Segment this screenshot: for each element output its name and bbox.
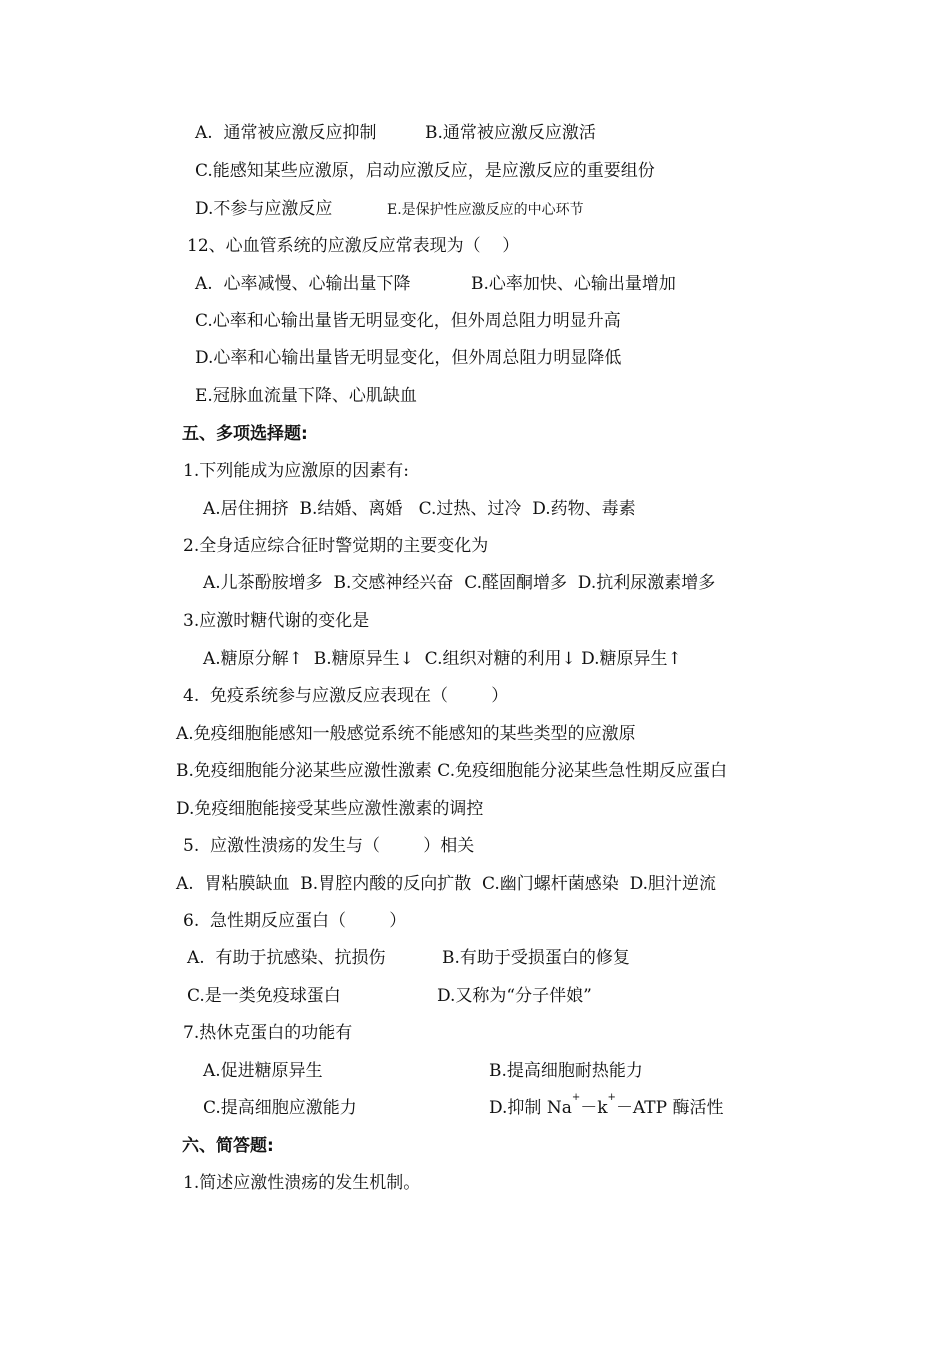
q12-option-b: B.心率加快、心输出量增加 bbox=[471, 274, 676, 294]
mc-question-3-options: A.糖原分解↑ B.糖原异生↓ C.组织对糖的利用↓ D.糖原异生↑ bbox=[203, 649, 682, 669]
mc-question-6-option-a: A. 有助于抗感染、抗损伤 bbox=[187, 948, 386, 968]
option-d-text: D.抑制 Na bbox=[489, 1098, 572, 1118]
mc-question-7-option-c: C.提高细胞应激能力 bbox=[203, 1098, 357, 1118]
mc-question-4-option-d: D.免疫细胞能接受某些应激性激素的调控 bbox=[176, 799, 484, 819]
mc-question-4: 4. 免疫系统参与应激反应表现在（ ） bbox=[183, 686, 509, 706]
q12-option-a: A. 心率减慢、心输出量下降 bbox=[195, 274, 411, 294]
plus-superscript: + bbox=[571, 1092, 581, 1104]
mc-question-6-option-b: B.有助于受损蛋白的修复 bbox=[442, 948, 630, 968]
short-answer-question-1: 1.简述应激性溃疡的发生机制。 bbox=[183, 1173, 421, 1193]
option-d: D.不参与应激反应 bbox=[195, 199, 333, 219]
question-12: 12、心血管系统的应激反应常表现为（ ） bbox=[187, 236, 520, 256]
mc-question-1: 1.下列能成为应激原的因素有: bbox=[183, 461, 409, 481]
mc-question-7-option-d bbox=[489, 1092, 724, 1120]
mc-question-5: 5. 应激性溃疡的发生与（ ）相关 bbox=[183, 836, 475, 856]
mc-question-6-option-d: D.又称为“分子伴娘” bbox=[437, 986, 592, 1006]
mc-question-7-option-b: B.提高细胞耐热能力 bbox=[489, 1061, 643, 1081]
q12-option-e: E.冠脉血流量下降、心肌缺血 bbox=[195, 386, 417, 406]
option-d-atp: －ATP 酶活性 bbox=[615, 1098, 724, 1118]
mc-question-2: 2.全身适应综合征时警觉期的主要变化为 bbox=[183, 536, 489, 556]
option-c: C.能感知某些应激原，启动应激反应，是应激反应的重要组份 bbox=[195, 161, 655, 181]
mc-question-4-option-a: A.免疫细胞能感知一般感觉系统不能感知的某些类型的应激原 bbox=[176, 724, 636, 744]
mc-question-3: 3.应激时糖代谢的变化是 bbox=[183, 611, 370, 631]
mc-question-2-options: A.儿茶酚胺增多 B.交感神经兴奋 C.醛固酮增多 D.抗利尿激素增多 bbox=[203, 573, 716, 593]
option-b: B.通常被应激反应激活 bbox=[425, 123, 596, 143]
mc-question-4-option-bc: B.免疫细胞能分泌某些应激性激素 C.免疫细胞能分泌某些急性期反应蛋白 bbox=[176, 761, 728, 781]
mc-question-6: 6. 急性期反应蛋白（ ） bbox=[183, 911, 407, 931]
section-5-heading: 五、多项选择题: bbox=[182, 424, 308, 444]
mc-question-1-options: A.居住拥挤 B.结婚、离婚 C.过热、过冷 D.药物、毒素 bbox=[203, 499, 636, 519]
section-6-heading: 六、简答题: bbox=[182, 1136, 274, 1156]
mc-question-7-option-a: A.促进糖原异生 bbox=[203, 1061, 323, 1081]
plus-superscript: + bbox=[607, 1092, 616, 1104]
option-e: E.是保护性应激反应的中心环节 bbox=[387, 202, 584, 218]
q12-option-d: D.心率和心输出量皆无明显变化，但外周总阻力明显降低 bbox=[195, 348, 622, 368]
option-d-k: －k bbox=[580, 1098, 608, 1118]
mc-question-7: 7.热休克蛋白的功能有 bbox=[183, 1023, 353, 1043]
mc-question-5-options: A. 胃粘膜缺血 B.胃腔内酸的反向扩散 C.幽门螺杆菌感染 D.胆汁逆流 bbox=[176, 874, 717, 894]
q12-option-c: C.心率和心输出量皆无明显变化，但外周总阻力明显升高 bbox=[195, 311, 621, 331]
mc-question-6-option-c: C.是一类免疫球蛋白 bbox=[187, 986, 341, 1006]
option-a: A. 通常被应激反应抑制 bbox=[195, 123, 377, 143]
